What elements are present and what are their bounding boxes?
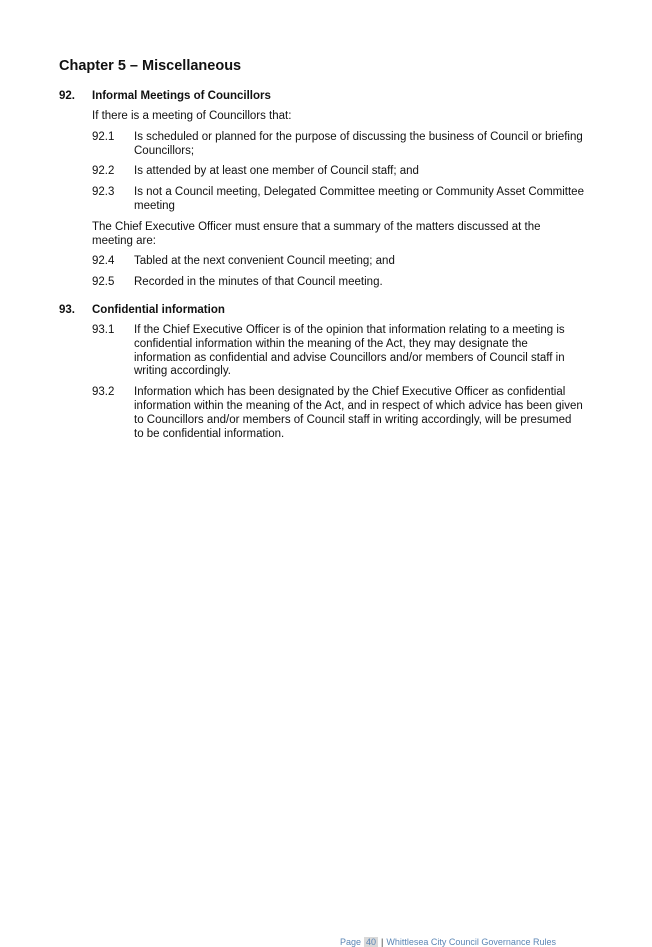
footer-separator: | xyxy=(381,937,384,947)
footer-page-label: Page xyxy=(340,937,362,947)
section-title: Confidential information xyxy=(92,304,225,316)
clause-number: 92.5 xyxy=(92,276,115,289)
footer-page-number: 40 xyxy=(366,937,377,947)
section-93 xyxy=(59,303,599,448)
section-number: 93. xyxy=(59,304,75,316)
clause-92-3 xyxy=(92,186,599,214)
section-title: Informal Meetings of Councillors xyxy=(92,90,271,102)
section-intro: If there is a meeting of Councillors that: xyxy=(92,110,292,122)
section-middle-paragraph: The Chief Executive Officer must ensure that a summary of the matters discussed at the meeting are: xyxy=(92,220,541,247)
clause-text: Is attended by at least one member of Council staff; and xyxy=(134,165,419,178)
clause-92-2 xyxy=(92,165,599,179)
clause-92-4 xyxy=(92,255,599,269)
clause-number: 93.2 xyxy=(92,386,115,399)
clause-text: Tabled at the next convenient Council meeting; and xyxy=(134,255,395,268)
clause-number: 92.2 xyxy=(92,165,115,178)
clause-text: Is scheduled or planned for the purpose of discussing the business of Council or briefing Councillors; xyxy=(134,130,583,157)
clause-number: 92.1 xyxy=(92,130,115,143)
page-footer xyxy=(340,937,556,947)
clause-92-1 xyxy=(92,131,599,159)
clause-number: 93.1 xyxy=(92,324,115,336)
clause-number: 92.3 xyxy=(92,186,115,199)
clause-text: Information which has been designated by the Chief Executive Officer as confidential information within the meaning of the Act, and in respect of which advice has been given to Councillors and/or members of Council staff in writing accordingly, will be presumed to be confidential information. xyxy=(134,386,583,440)
clause-93-2 xyxy=(92,386,599,441)
clause-number: 92.4 xyxy=(92,255,115,268)
clause-93-1 xyxy=(92,324,599,379)
section-heading xyxy=(59,89,599,103)
chapter-title: Chapter 5 – Miscellaneous xyxy=(59,58,242,74)
section-heading xyxy=(59,303,599,317)
clause-text: Is not a Council meeting, Delegated Committee meeting or Community Asset Committee meeting xyxy=(134,186,584,212)
section-number: 92. xyxy=(59,90,75,102)
footer-document-title: Whittlesea City Council Governance Rules xyxy=(386,937,556,947)
clause-92-5 xyxy=(92,276,599,290)
clause-text: Recorded in the minutes of that Council meeting. xyxy=(134,276,383,289)
clause-text: If the Chief Executive Officer is of the opinion that information relating to a meeting is confidential information within the meaning of the Act, they may designate the information as confidential and advise Councillors and/or members of Council staff in writing accordingly. xyxy=(134,324,565,378)
section-92 xyxy=(59,89,599,297)
